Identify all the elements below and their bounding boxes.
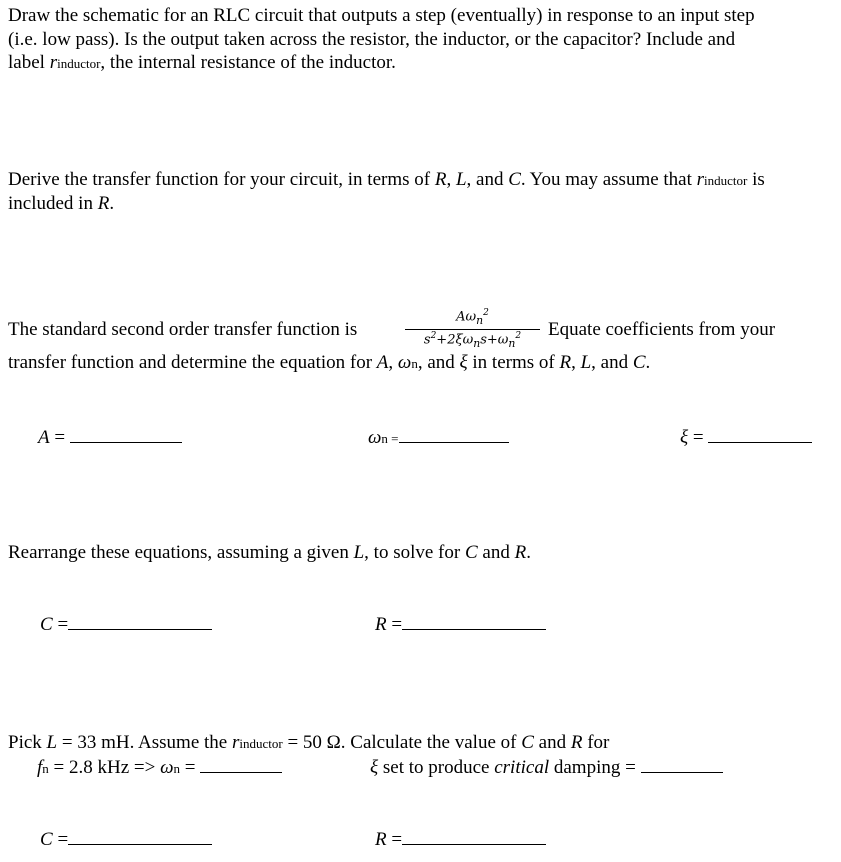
text: Pick bbox=[8, 732, 47, 753]
q2-line2 bbox=[8, 193, 114, 215]
eq: = bbox=[688, 427, 704, 448]
q2-line1 bbox=[8, 169, 765, 192]
text: and bbox=[477, 542, 515, 563]
label: ω bbox=[368, 427, 382, 448]
text: , bbox=[446, 169, 456, 190]
text: set to produce bbox=[378, 757, 495, 778]
C-answer-2[interactable] bbox=[40, 829, 212, 851]
R-symbol: R bbox=[570, 732, 583, 753]
text: . bbox=[645, 352, 651, 373]
xi-answer[interactable] bbox=[680, 427, 812, 449]
text: , to solve for bbox=[364, 542, 465, 563]
text: label bbox=[8, 52, 50, 73]
q3-trail: Equate coefficients from your bbox=[548, 319, 776, 340]
C-symbol: C bbox=[508, 169, 521, 190]
L-symbol: L bbox=[353, 542, 365, 563]
label: C bbox=[40, 614, 53, 635]
text: = 33 mH. Assume the bbox=[57, 732, 232, 753]
L-symbol: L bbox=[580, 352, 592, 373]
sub: n bbox=[42, 761, 49, 776]
eq: = bbox=[180, 757, 196, 778]
sub: n bbox=[508, 336, 516, 350]
numerator bbox=[405, 308, 540, 330]
R-answer-1[interactable] bbox=[375, 614, 546, 636]
sub: n bbox=[473, 336, 481, 350]
text: . bbox=[109, 193, 115, 214]
text: Aω bbox=[456, 309, 477, 325]
text: in terms of bbox=[467, 352, 560, 373]
sup: 2 bbox=[483, 308, 489, 318]
xi-symbol: ξ bbox=[370, 757, 379, 778]
R-symbol: R bbox=[559, 352, 572, 373]
answer-blank[interactable] bbox=[200, 758, 282, 773]
subscript: inductor bbox=[239, 736, 283, 751]
label: A bbox=[38, 427, 50, 448]
sub: n bbox=[381, 431, 388, 446]
subscript: inductor bbox=[57, 56, 101, 71]
r-symbol: r bbox=[49, 52, 58, 73]
r-symbol: r bbox=[696, 169, 705, 190]
text: critical bbox=[494, 757, 550, 778]
L-symbol: L bbox=[455, 169, 467, 190]
text: , and bbox=[591, 352, 633, 373]
sub: n bbox=[411, 356, 418, 371]
C-symbol: C bbox=[632, 352, 646, 373]
R-symbol: R bbox=[434, 169, 447, 190]
text: Derive the transfer function for your circuit, in terms of bbox=[8, 169, 435, 190]
C-symbol: C bbox=[464, 542, 478, 563]
text: = 2.8 kHz => bbox=[48, 757, 161, 778]
xi-symbol: ξ bbox=[459, 352, 468, 373]
text: damping = bbox=[549, 757, 636, 778]
answer-blank[interactable] bbox=[708, 428, 812, 443]
eq: = bbox=[386, 614, 403, 635]
sub: n bbox=[476, 313, 484, 327]
text: is bbox=[747, 169, 765, 190]
omega-answer[interactable] bbox=[368, 427, 509, 450]
denominator bbox=[405, 330, 540, 350]
answer-blank[interactable] bbox=[68, 615, 212, 630]
R-symbol: R bbox=[514, 542, 527, 563]
f-symbol: f bbox=[37, 757, 43, 778]
text: transfer function and determine the equation for bbox=[8, 352, 377, 373]
R-symbol: R bbox=[97, 193, 110, 214]
omega-symbol: ω bbox=[397, 352, 412, 373]
q4-text bbox=[8, 542, 531, 564]
text: , and bbox=[417, 352, 460, 373]
text: . You may assume that bbox=[520, 169, 697, 190]
label: R bbox=[375, 614, 387, 635]
C-answer-1[interactable] bbox=[40, 614, 212, 636]
A-answer[interactable] bbox=[38, 427, 182, 449]
q1-line2: (i.e. low pass). Is the output taken across the resistor, the inductor, or the capacitor? Include and bbox=[8, 29, 736, 50]
eq: = bbox=[387, 431, 399, 446]
q1-line3 bbox=[8, 52, 396, 75]
sup: 2 bbox=[430, 330, 437, 341]
A-symbol: A bbox=[376, 352, 389, 373]
R-answer-2[interactable] bbox=[375, 829, 546, 851]
answer-blank[interactable] bbox=[399, 428, 509, 443]
q5-fn-line[interactable] bbox=[37, 757, 282, 780]
answer-blank[interactable] bbox=[70, 428, 182, 443]
answer-blank[interactable] bbox=[641, 758, 723, 773]
text: = 50 Ω. Calculate the value of bbox=[282, 732, 522, 753]
text: s+ω bbox=[480, 332, 509, 348]
q5-xi-line[interactable] bbox=[370, 757, 723, 779]
text: . bbox=[526, 542, 531, 563]
transfer-function-fraction bbox=[405, 308, 540, 350]
omega-symbol: ω bbox=[160, 757, 174, 778]
answer-blank[interactable] bbox=[402, 830, 546, 845]
q3-lead: The standard second order transfer function is bbox=[8, 319, 358, 340]
sub: n bbox=[173, 761, 181, 776]
eq: = bbox=[49, 427, 66, 448]
eq: = bbox=[386, 829, 403, 850]
text: for bbox=[582, 732, 610, 753]
q5-line1 bbox=[8, 732, 609, 755]
text: and bbox=[533, 732, 571, 753]
text: included in bbox=[8, 193, 98, 214]
sup: 2 bbox=[515, 330, 522, 341]
answer-blank[interactable] bbox=[402, 615, 546, 630]
text: , bbox=[571, 352, 581, 373]
L-symbol: L bbox=[46, 732, 58, 753]
text: , the internal resistance of the inductor. bbox=[100, 52, 396, 73]
C-symbol: C bbox=[521, 732, 534, 753]
r-symbol: r bbox=[231, 732, 240, 753]
label: ξ bbox=[680, 427, 689, 448]
q3-line2 bbox=[8, 352, 650, 375]
subscript: inductor bbox=[704, 173, 748, 188]
text: Rearrange these equations, assuming a given bbox=[8, 542, 354, 563]
eq: = bbox=[52, 829, 69, 850]
label: R bbox=[375, 829, 387, 850]
answer-blank[interactable] bbox=[68, 830, 212, 845]
label: C bbox=[40, 829, 53, 850]
q1-line1: Draw the schematic for an RLC circuit that outputs a step (eventually) in response to an input step bbox=[8, 5, 755, 26]
text: , bbox=[388, 352, 398, 373]
text: +2ξω bbox=[436, 332, 474, 348]
eq: = bbox=[52, 614, 69, 635]
text: s bbox=[423, 332, 431, 348]
text: , and bbox=[466, 169, 509, 190]
